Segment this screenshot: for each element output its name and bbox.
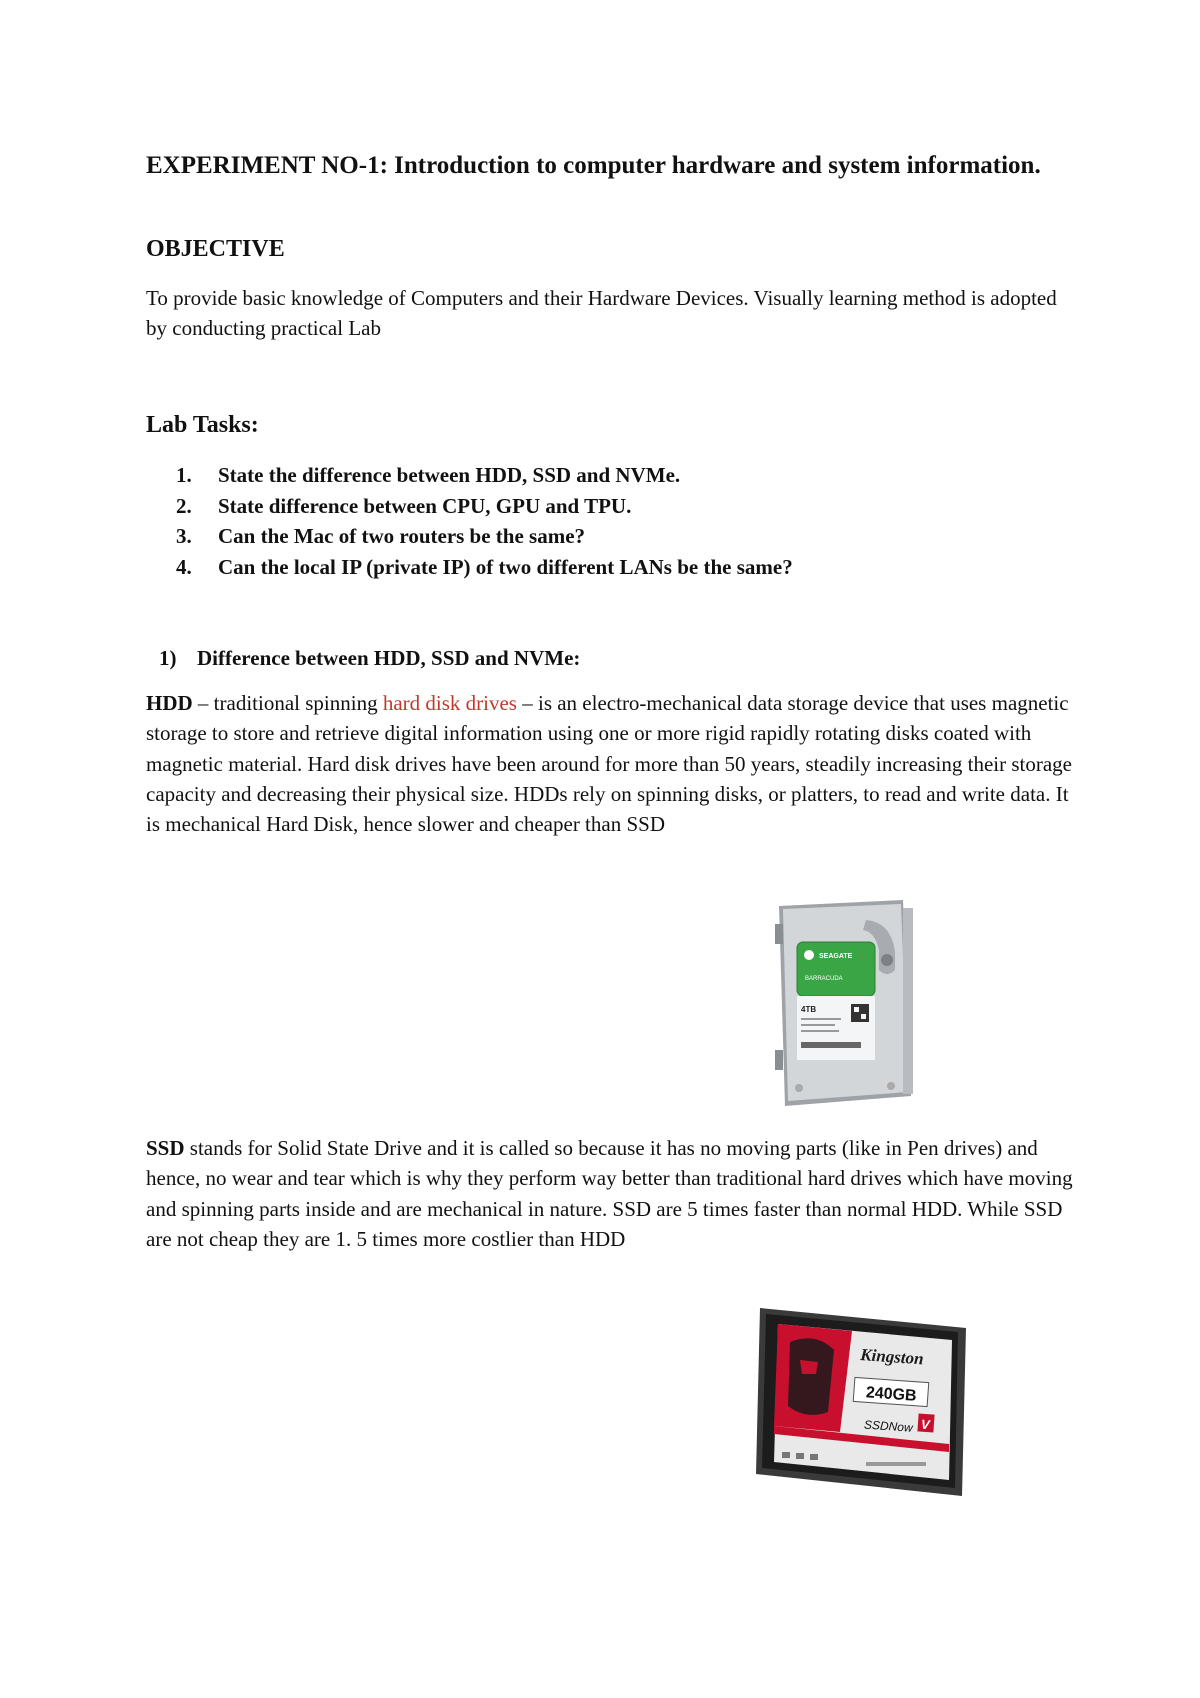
lab-task-text: Can the local IP (private IP) of two different LANs be the same? xyxy=(218,554,793,579)
lab-task-number: 1. xyxy=(176,463,192,487)
ssd-brand: Kingston xyxy=(859,1345,925,1369)
lab-task-number: 4. xyxy=(176,554,192,579)
ssd-capacity: 240GB xyxy=(865,1384,918,1405)
lab-task-text: Can the Mac of two routers be the same? xyxy=(218,524,586,548)
lab-task-item xyxy=(176,491,793,522)
ssd-image xyxy=(756,1302,971,1498)
objective-heading: OBJECTIVE xyxy=(146,236,285,262)
hdd-text-before: – traditional spinning xyxy=(192,691,383,715)
hdd-label-model: BARRACUDA xyxy=(805,976,843,982)
ssd-model-badge: V xyxy=(920,1416,931,1433)
ssd-model: SSDNow xyxy=(863,1417,914,1435)
lab-task-number: 2. xyxy=(176,493,192,518)
lab-task-number: 3. xyxy=(176,524,192,548)
ssd-term: SSD xyxy=(146,1136,185,1160)
lab-task-item xyxy=(176,552,793,583)
hdd-term: HDD xyxy=(146,691,193,715)
hard-disk-drives-link[interactable]: hard disk drives xyxy=(382,691,517,715)
hdd-label-brand: SEAGATE xyxy=(819,953,853,960)
objective-text: To provide basic knowledge of Computers and their Hardware Devices. Visually learning method is adopted by conducting practical Lab xyxy=(146,286,1057,340)
hdd-text-after: – is an electro-mechanical data storage device that uses magnetic storage to store and retrieve digital information using one or more rigid rapidly rotating disks coated with magnetic material. Hard disk drives have been around for more than 50 years, steadily increasing their storage capacity and decreasing their physical size. HDDs rely on spinning disks, or platters, to read and write data. It is mechanical Hard Disk, hence slower and cheaper than SSD xyxy=(146,691,1072,837)
section-heading-text: Difference between HDD, SSD and NVMe: xyxy=(197,646,581,670)
ssd-paragraph xyxy=(146,1133,1076,1254)
hdd-image xyxy=(771,900,917,1108)
lab-task-item xyxy=(176,460,793,491)
page-title: EXPERIMENT NO-1: Introduction to computer hardware and system information. xyxy=(146,152,1041,179)
ssd-text: stands for Solid State Drive and it is called so because it has no moving parts (like in Pen drives) and hence, no wear and tear which is why they perform way better than traditional hard drives which have moving and spinning parts inside and are mechanical in nature. SSD are 5 times faster than normal HDD. While SSD are not cheap they are 1. 5 times more costlier than HDD xyxy=(146,1136,1073,1251)
lab-task-text: State difference between CPU, GPU and TPU. xyxy=(218,493,632,518)
hdd-label-capacity: 4TB xyxy=(801,1005,817,1014)
hdd-paragraph xyxy=(146,688,1076,839)
section-heading-hdd-ssd-nvme xyxy=(159,646,580,671)
lab-task-item xyxy=(176,521,793,552)
lab-tasks-heading: Lab Tasks: xyxy=(146,412,259,438)
lab-task-text: State the difference between HDD, SSD and NVMe. xyxy=(218,463,681,487)
lab-task-list xyxy=(176,460,793,582)
section-number: 1) xyxy=(159,646,177,670)
